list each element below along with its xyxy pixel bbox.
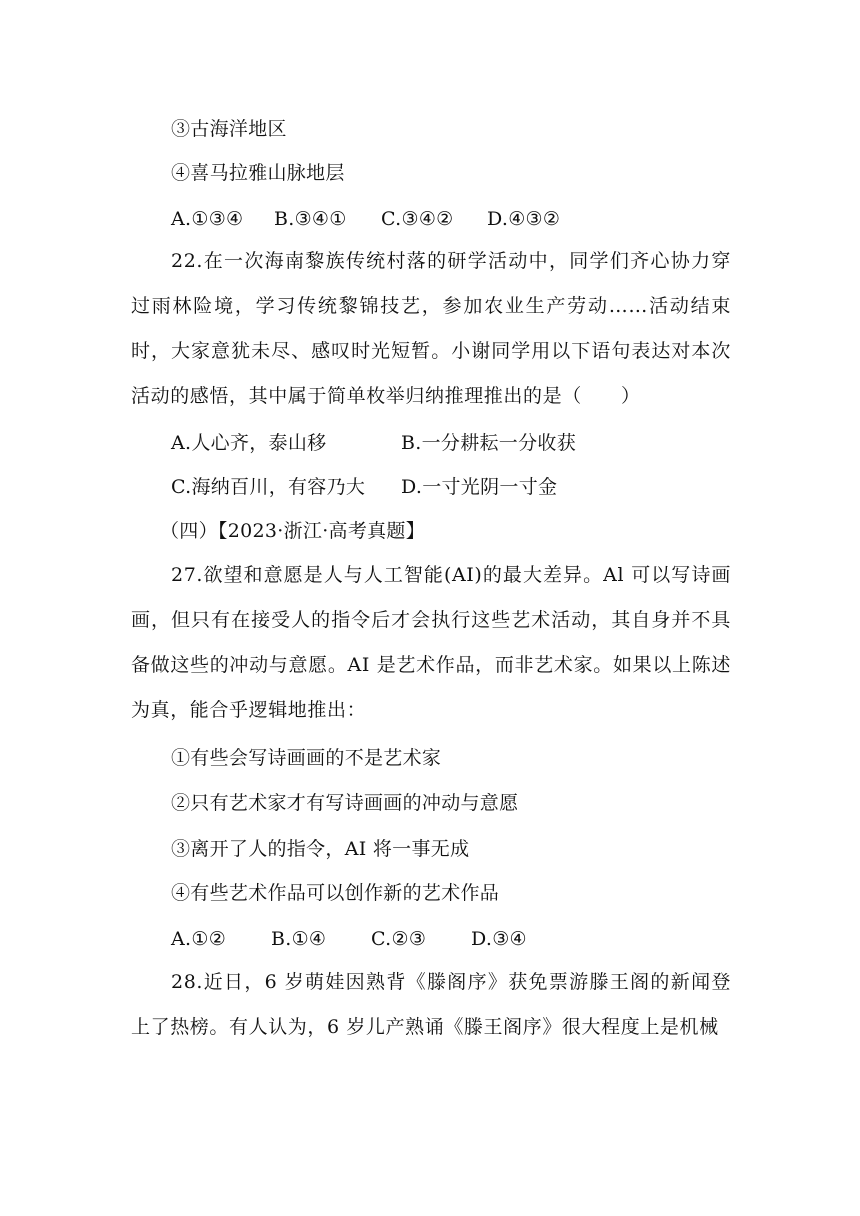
section-heading: （四）【2023·浙江·高考真题】 [160,520,426,542]
q27-item-3: ③离开了人的指令，AI 将一事无成 [171,838,470,860]
q22-option-b: B.一分耕耘一分收获 [401,432,577,454]
q21-option-d: D.④③② [487,208,561,230]
q27-item-2: ②只有艺术家才有写诗画画的冲动与意愿 [171,792,519,814]
q27-option-d: D.③④ [471,928,527,950]
q21-item-4: ④喜马拉雅山脉地层 [171,162,345,184]
q22-options-row2 [171,474,557,500]
q27-option-c: C.②③ [371,928,427,950]
q27-item-1: ①有些会写诗画画的不是艺术家 [171,747,442,769]
q21-options [171,206,560,232]
q22-option-c: C.海纳百川，有容乃大 [171,476,366,498]
q22-option-a: A.人心齐，泰山移 [171,432,327,454]
q21-option-b: B.③④① [274,208,347,230]
q27-stem: 27.欲望和意愿是人与人工智能(AI)的最大差异。Al 可以写诗画画，但只有在接受人的指令后才会执行这些艺术活动，其自身并不具备做这些的冲动与意愿。AI 是艺术作品，而非艺术家。如果以上陈述为真，能合乎逻辑地推出： [131,564,731,721]
q27-item-4: ④有些艺术作品可以创作新的艺术作品 [171,882,500,904]
q22-stem: 22.在一次海南黎族传统村落的研学活动中，同学们齐心协力穿过雨林险境，学习传统黎锦技艺，参加农业生产劳动……活动结束时，大家意犹未尽、感叹时光短暂。小谢同学用以下语句表达对本次活动的感悟，其中属于简单枚举归纳推理推出的是（ ） [131,250,731,407]
q27-option-a: A.①② [171,928,227,950]
q21-item-3: ③古海洋地区 [171,118,287,140]
q22-options-row1 [171,430,576,456]
q22-option-d: D.一寸光阴一寸金 [401,476,558,498]
q28-stem: 28.近日，6 岁萌娃因熟背《滕阁序》获免票游滕王阁的新闻登上了热榜。有人认为，6 岁儿产熟诵《滕王阁序》很大程度上是机械 [131,971,731,1038]
q27-options [171,926,527,952]
q21-option-c: C.③④② [381,208,454,230]
q21-option-a: A.①③④ [171,208,244,230]
q27-option-b: B.①④ [271,928,327,950]
